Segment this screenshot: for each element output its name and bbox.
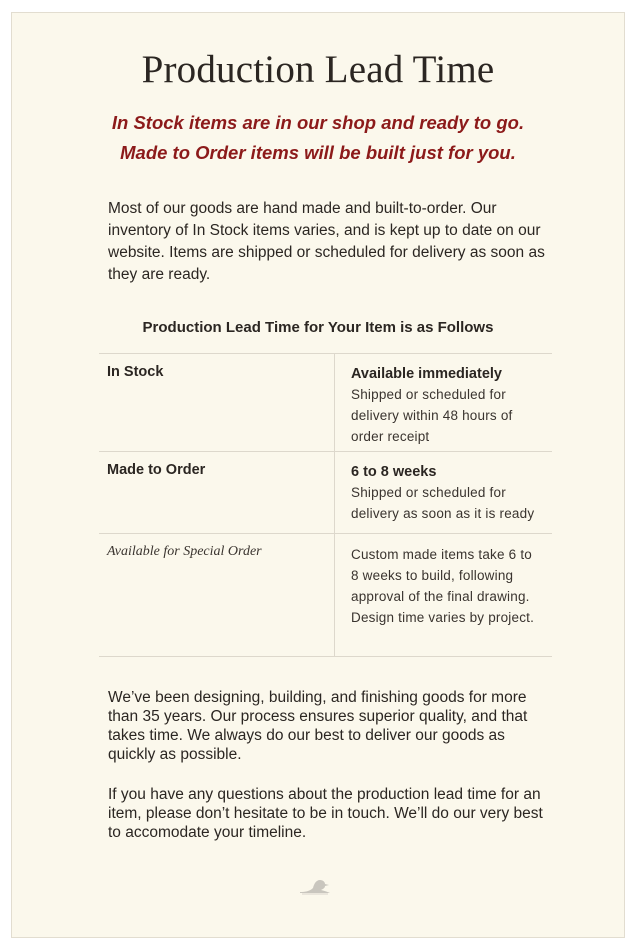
lead-time-table <box>99 353 552 657</box>
row-detail <box>335 534 552 656</box>
table-title: Production Lead Time for Your Item is as Follows <box>142 319 494 336</box>
table-row-made-to-order <box>99 452 552 534</box>
row-label: Made to Order <box>99 452 335 533</box>
closing-paragraph-experience: We’ve been designing, building, and finishing goods for more than 35 years. Our process ensures superior quality, and that takes time. We always do our best to deliver our goods as quickly as possible. <box>108 689 528 763</box>
row-heading: Available immediately <box>351 366 502 382</box>
subtitle <box>12 108 624 168</box>
subtitle-line-in-stock: In Stock items are in our shop and ready to go. <box>111 112 525 133</box>
content-card <box>11 12 625 938</box>
intro-paragraph: Most of our goods are hand made and built-to-order. Our inventory of In Stock items varies, and is kept up to date on our website. Items are shipped or scheduled for delivery as soon as they are ready. <box>108 200 545 283</box>
row-description: Shipped or scheduled for delivery within 48 hours of order receipt <box>351 387 513 444</box>
row-detail <box>335 354 552 451</box>
closing-paragraph-contact: If you have any questions about the production lead time for an item, please don’t hesitate to be in touch. We’ll do our very best to accomodate your timeline. <box>108 786 543 841</box>
table-row-in-stock <box>99 354 552 452</box>
row-description: Custom made items take 6 to 8 weeks to build, following approval of the final drawing. Design time varies by project. <box>351 547 535 625</box>
subtitle-line-made-to-order: Made to Order items will be built just for you. <box>120 142 516 163</box>
row-heading: 6 to 8 weeks <box>351 464 437 480</box>
row-detail <box>335 452 552 533</box>
table-row-special-order <box>99 534 552 656</box>
row-description: Shipped or scheduled for delivery as soon as it is ready <box>351 485 535 521</box>
row-label: In Stock <box>99 354 335 451</box>
row-label: Available for Special Order <box>99 534 335 656</box>
page-title: Production Lead Time <box>141 48 495 91</box>
duck-logo-icon <box>298 875 332 897</box>
